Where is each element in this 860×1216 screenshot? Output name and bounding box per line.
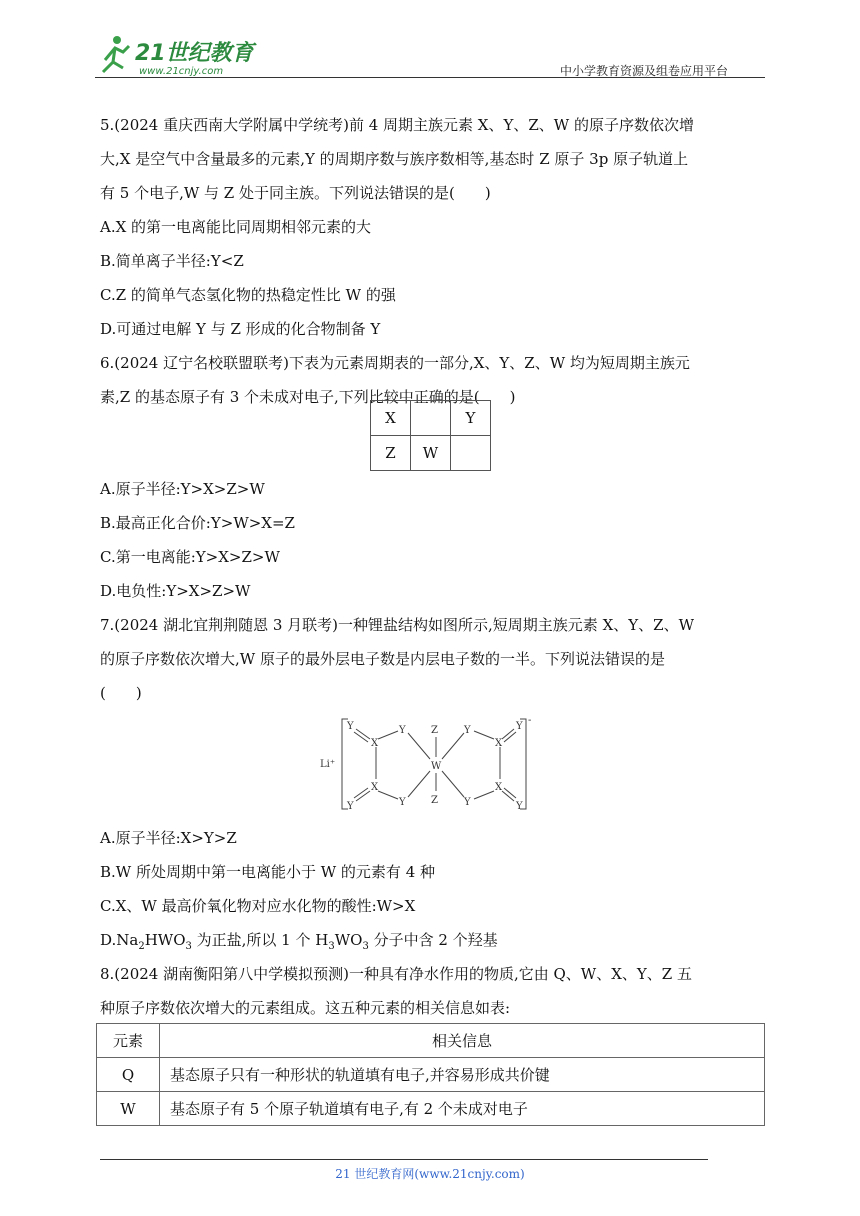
q6-option-a: A.原子半径:Y>X>Z>W xyxy=(100,480,265,498)
table-cell: 基态原子有 5 个原子轨道填有电子,有 2 个未成对电子 xyxy=(160,1092,765,1126)
q7-option-b: B.W 所处周期中第一电离能小于 W 的元素有 4 种 xyxy=(100,863,436,881)
element-info-table xyxy=(96,1023,765,1126)
q7-option-d: $D.Na_2HWO_3$ 为正盐,所以 1 个 $H_3WO_3$ 分子中含 2 个羟基 xyxy=(100,931,498,952)
q6-line-2: 素,Z 的基态原子有 3 个未成对电子,下列比较中正确的是( ) xyxy=(100,388,516,406)
atom-x: X xyxy=(371,782,379,793)
site-logo xyxy=(95,30,265,80)
ptable-cell: Y xyxy=(451,401,491,436)
atom-y: Y xyxy=(516,801,523,812)
ptable-cell: Z xyxy=(371,436,411,471)
footer-divider xyxy=(100,1159,708,1160)
runner-icon xyxy=(103,36,129,72)
atom-x: X xyxy=(371,738,379,749)
table-header-cell: 相关信息 xyxy=(160,1024,765,1058)
logo-main-text: 21世纪教育 xyxy=(135,41,254,66)
atom-z: Z xyxy=(431,795,438,806)
table-row xyxy=(97,1058,765,1092)
periodic-table-fragment xyxy=(370,400,491,471)
atom-y: Y xyxy=(399,725,406,736)
q5-option-d: D.可通过电解 Y 与 Z 形成的化合物制备 Y xyxy=(100,320,381,338)
q6-option-c: C.第一电离能:Y>X>Z>W xyxy=(100,548,280,566)
q7-option-c: C.X、W 最高价氧化物对应水化物的酸性:W>X xyxy=(100,897,416,915)
header-divider xyxy=(95,77,765,78)
q6-line-1: 6.(2024 辽宁名校联盟联考)下表为元素周期表的一部分,X、Y、Z、W 均为短周期主族元 xyxy=(100,354,690,372)
q7-line-2: 的原子序数依次增大,W 原子的最外层电子数是内层电子数的一半。下列说法错误的是 xyxy=(100,650,665,668)
q5-line-3: 有 5 个电子,W 与 Z 处于同主族。下列说法错误的是( ) xyxy=(100,184,491,202)
ptable-cell: W xyxy=(411,436,451,471)
atom-y: Y xyxy=(347,801,354,812)
table-cell: Q xyxy=(97,1058,160,1092)
q5-line-2: 大,X 是空气中含量最多的元素,Y 的周期序数与族序数相等,基态时 Z 原子 3p 原子轨道上 xyxy=(100,150,689,168)
atom-x: X xyxy=(495,782,503,793)
q8-line-2: 种原子序数依次增大的元素组成。这五种元素的相关信息如表: xyxy=(100,999,511,1017)
q7-line-1: 7.(2024 湖北宜荆荆随恩 3 月联考)一种锂盐结构如图所示,短周期主族元素 X、Y、Z、W xyxy=(100,616,694,634)
q5-line-1: 5.(2024 重庆西南大学附属中学统考)前 4 周期主族元素 X、Y、Z、W 的原子序数依次增 xyxy=(100,116,694,134)
q7-line-3: ( ) xyxy=(100,684,142,702)
ptable-cell: X xyxy=(371,401,411,436)
table-row xyxy=(97,1092,765,1126)
atom-y: Y xyxy=(464,725,471,736)
struct-cation: Li⁺ xyxy=(320,759,336,770)
q8-line-1: 8.(2024 湖南衡阳第八中学模拟预测)一种具有净水作用的物质,它由 Q、W、X、Y、Z 五 xyxy=(100,965,692,983)
q5-option-c: C.Z 的简单气态氢化物的热稳定性比 W 的强 xyxy=(100,286,396,304)
q6-option-b: B.最高正化合价:Y>W>X=Z xyxy=(100,514,295,532)
footer-link[interactable]: 21 世纪教育网(www.21cnjy.com) xyxy=(335,1167,525,1181)
ptable-cell xyxy=(411,401,451,436)
table-header-cell: 元素 xyxy=(97,1024,160,1058)
q6-option-d: D.电负性:Y>X>Z>W xyxy=(100,582,251,600)
table-header-row xyxy=(97,1024,765,1058)
struct-charge: - xyxy=(528,715,532,726)
q5-option-a: A.X 的第一电离能比同周期相邻元素的大 xyxy=(100,218,372,236)
atom-y: Y xyxy=(399,797,406,808)
table-cell: W xyxy=(97,1092,160,1126)
atom-y: Y xyxy=(347,721,354,732)
q5-option-b: B.简单离子半径:Y<Z xyxy=(100,252,244,270)
platform-name: 中小学教育资源及组卷应用平台 xyxy=(560,64,729,78)
atom-z: Z xyxy=(431,725,438,736)
atom-y: Y xyxy=(464,797,471,808)
atom-y: Y xyxy=(516,721,523,732)
logo-sub-text: www.21cnjy.com xyxy=(139,66,224,77)
q7-option-a: A.原子半径:X>Y>Z xyxy=(100,829,237,847)
atom-x: X xyxy=(495,738,503,749)
ptable-cell xyxy=(451,436,491,471)
table-cell: 基态原子只有一种形状的轨道填有电子,并容易形成共价键 xyxy=(160,1058,765,1092)
atom-w: W xyxy=(431,761,442,772)
lithium-salt-structure xyxy=(318,715,548,815)
